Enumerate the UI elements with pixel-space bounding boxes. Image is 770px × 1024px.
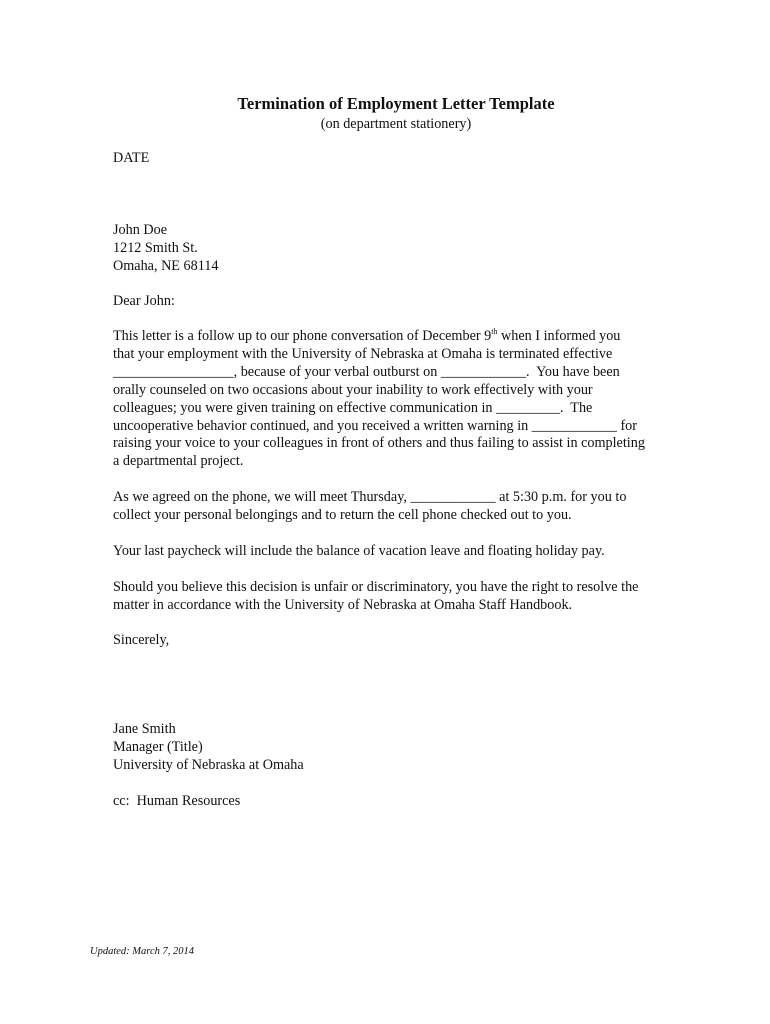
paragraph-2-line: collect your personal belongings and to return the cell phone checked out to you. — [113, 506, 572, 523]
recipient-address — [113, 222, 693, 276]
paragraph-1 — [113, 328, 693, 471]
paragraph-1-line: raising your voice to your colleagues in front of others and thus failing to assist in completing — [113, 435, 645, 452]
paragraph-3-line: Your last paycheck will include the balance of vacation leave and floating holiday pay. — [113, 543, 605, 559]
paragraph-1-line: a departmental project. — [113, 453, 244, 470]
signer-name: Jane Smith — [113, 721, 176, 737]
paragraph-1-line: uncooperative behavior continued, and you received a written warning in ____________ for — [113, 417, 637, 434]
paragraph-1-line: _________________, because of your verbal outburst on ____________. You have been — [113, 363, 620, 380]
paragraph-1-line-1 — [113, 328, 693, 346]
paragraph-4-line: Should you believe this decision is unfair or discriminatory, you have the right to resolve the — [113, 579, 639, 595]
paragraph-1-line: that your employment with the University of Nebraska at Omaha is terminated effective — [113, 345, 613, 362]
paragraph-1-line: orally counseled on two occasions about your inability to work effectively with your — [113, 381, 593, 398]
updated-footer: Updated: March 7, 2014 — [90, 946, 195, 957]
cc-line — [113, 793, 693, 811]
paragraph-2 — [113, 489, 693, 525]
cc-text: cc: Human Resources — [113, 793, 241, 809]
paragraph-1-line-1-start: This letter is a follow up to our phone conversation of December 9 — [113, 328, 492, 344]
date-line — [113, 150, 693, 168]
paragraph-3 — [113, 543, 693, 561]
recipient-name: John Doe — [113, 222, 167, 238]
paragraph-2-line: As we agreed on the phone, we will meet Thursday, ____________ at 5:30 p.m. for you to — [113, 489, 627, 505]
closing-text: Sincerely, — [113, 632, 170, 648]
recipient-city: Omaha, NE 68114 — [113, 257, 219, 274]
paragraph-4-line: matter in accordance with the University of Nebraska at Omaha Staff Handbook. — [113, 596, 573, 613]
signer-organization: University of Nebraska at Omaha — [113, 756, 304, 773]
letter-subtitle: (on department stationery) — [320, 116, 472, 132]
closing — [113, 632, 693, 650]
signature-block — [113, 721, 693, 775]
salutation-text: Dear John: — [113, 293, 175, 309]
salutation — [113, 293, 693, 311]
paragraph-1-line: colleagues; you were given training on effective communication in _________. The — [113, 399, 593, 416]
paragraph-4 — [113, 579, 693, 615]
paragraph-1-line-1-end: when I informed you — [497, 328, 621, 344]
ordinal-suffix: th — [491, 327, 498, 336]
letter-title: Termination of Employment Letter Template — [237, 94, 555, 113]
date-text: DATE — [113, 150, 150, 166]
recipient-street: 1212 Smith St. — [113, 239, 198, 256]
signer-title: Manager (Title) — [113, 738, 203, 755]
